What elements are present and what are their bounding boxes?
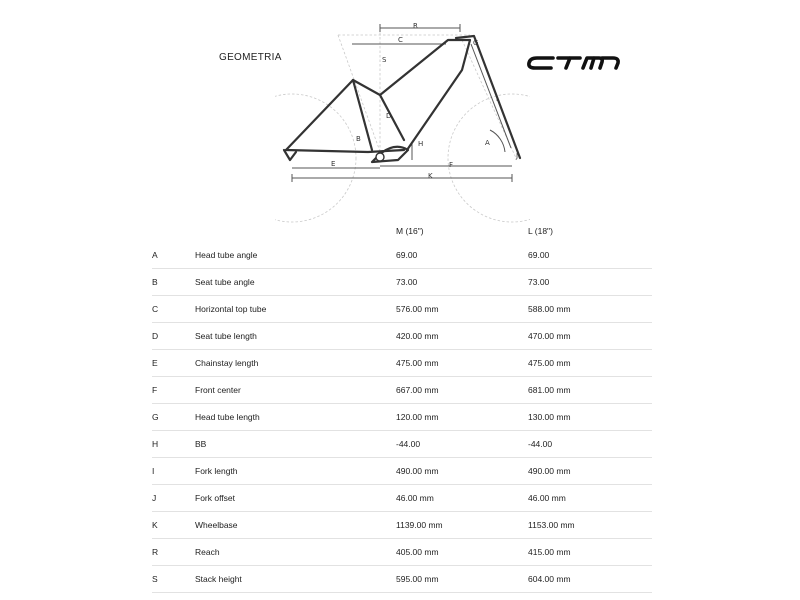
row-value-l: 604.00 mm xyxy=(528,566,652,593)
row-key: E xyxy=(152,350,195,377)
label-e: E xyxy=(331,160,336,168)
row-key: S xyxy=(152,566,195,593)
row-value-m: -44.00 xyxy=(396,431,528,458)
label-k: K xyxy=(428,172,433,180)
row-measure-name: Stack height xyxy=(195,566,396,593)
bike-geometry-diagram xyxy=(275,18,530,223)
table-row xyxy=(152,566,652,593)
label-f: F xyxy=(449,161,454,169)
row-measure-name: Fork offset xyxy=(195,485,396,512)
row-value-m: 595.00 mm xyxy=(396,566,528,593)
row-key: C xyxy=(152,296,195,323)
row-value-l: 1153.00 mm xyxy=(528,512,652,539)
label-s: S xyxy=(382,56,387,64)
label-c: C xyxy=(398,36,403,44)
row-measure-name: Seat tube angle xyxy=(195,269,396,296)
row-key: I xyxy=(152,458,195,485)
table-row xyxy=(152,485,652,512)
row-value-m: 667.00 mm xyxy=(396,377,528,404)
row-measure-name: BB xyxy=(195,431,396,458)
row-value-l: 475.00 mm xyxy=(528,350,652,377)
row-value-m: 475.00 mm xyxy=(396,350,528,377)
row-value-l: 130.00 mm xyxy=(528,404,652,431)
row-measure-name: Fork length xyxy=(195,458,396,485)
column-header-m: M (16") xyxy=(396,225,424,236)
row-value-m: 69.00 xyxy=(396,242,528,269)
row-key: R xyxy=(152,539,195,566)
label-a: A xyxy=(485,139,490,147)
row-value-m: 120.00 mm xyxy=(396,404,528,431)
table-row xyxy=(152,323,652,350)
row-value-m: 490.00 mm xyxy=(396,458,528,485)
row-measure-name: Head tube angle xyxy=(195,242,396,269)
row-value-l: 681.00 mm xyxy=(528,377,652,404)
row-key: A xyxy=(152,242,195,269)
label-d: D xyxy=(386,112,392,120)
row-value-l: 46.00 mm xyxy=(528,485,652,512)
row-key: D xyxy=(152,323,195,350)
label-g: G xyxy=(473,39,479,47)
row-value-m: 46.00 mm xyxy=(396,485,528,512)
row-value-m: 420.00 mm xyxy=(396,323,528,350)
row-value-m: 73.00 xyxy=(396,269,528,296)
row-measure-name: Head tube length xyxy=(195,404,396,431)
row-value-l: 490.00 mm xyxy=(528,458,652,485)
row-key: B xyxy=(152,269,195,296)
geometry-table xyxy=(152,219,652,593)
table-row xyxy=(152,512,652,539)
table-row xyxy=(152,377,652,404)
label-r: R xyxy=(413,22,418,30)
row-value-l: 73.00 xyxy=(528,269,652,296)
row-value-l: 588.00 mm xyxy=(528,296,652,323)
row-measure-name: Chainstay length xyxy=(195,350,396,377)
row-value-l: -44.00 xyxy=(528,431,652,458)
row-measure-name: Reach xyxy=(195,539,396,566)
row-key: F xyxy=(152,377,195,404)
row-value-l: 415.00 mm xyxy=(528,539,652,566)
table-header-row xyxy=(152,219,652,242)
table-row xyxy=(152,296,652,323)
label-i: I xyxy=(496,95,499,103)
row-key: K xyxy=(152,512,195,539)
table-row xyxy=(152,539,652,566)
rear-wheel-outline xyxy=(275,94,356,222)
row-key: J xyxy=(152,485,195,512)
table-row xyxy=(152,431,652,458)
row-value-m: 576.00 mm xyxy=(396,296,528,323)
label-b: B xyxy=(356,135,361,143)
row-key: G xyxy=(152,404,195,431)
table-row xyxy=(152,350,652,377)
table-row xyxy=(152,242,652,269)
table-row xyxy=(152,269,652,296)
table-row xyxy=(152,404,652,431)
row-value-m: 405.00 mm xyxy=(396,539,528,566)
table-row xyxy=(152,458,652,485)
label-j: J xyxy=(516,152,519,160)
row-measure-name: Seat tube length xyxy=(195,323,396,350)
page-title: GEOMETRIA xyxy=(219,52,282,63)
label-h: H xyxy=(418,140,424,148)
row-measure-name: Front center xyxy=(195,377,396,404)
row-measure-name: Wheelbase xyxy=(195,512,396,539)
row-measure-name: Horizontal top tube xyxy=(195,296,396,323)
row-key: H xyxy=(152,431,195,458)
row-value-l: 470.00 mm xyxy=(528,323,652,350)
geometry-table-body xyxy=(152,242,652,593)
row-value-l: 69.00 xyxy=(528,242,652,269)
ctm-logo xyxy=(527,55,621,71)
column-header-l: L (18") xyxy=(528,225,553,236)
row-value-m: 1139.00 mm xyxy=(396,512,528,539)
